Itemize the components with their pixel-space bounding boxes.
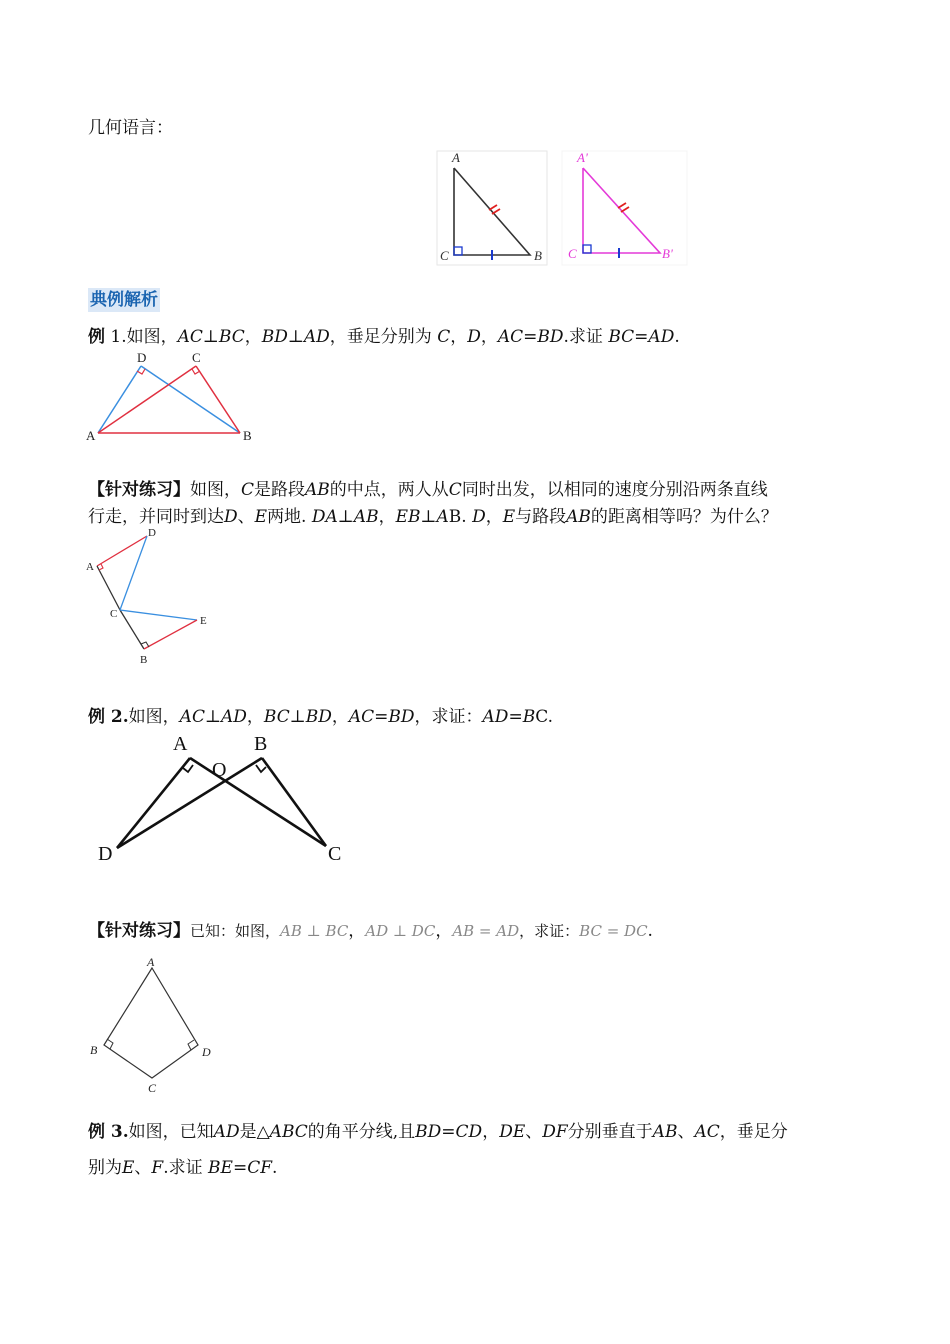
label-c: C [328,843,342,865]
segment-ad [97,536,147,566]
practice-1-line-2: 行走，并同时到达D、E两地. DA⊥AB，EB⊥AB. D，E与路段AB的距离相等吗？为什么？ [88,507,778,527]
tick-ab-right-1 [618,203,626,208]
label-b: B [243,428,252,443]
label-a: A [86,428,96,443]
label-e: E [200,615,207,627]
right-angle-mark-b [256,765,266,772]
segment-be [144,620,197,649]
label-o: O [212,759,227,781]
label-b-left: B [534,248,542,263]
segment-bc [262,758,326,846]
intro-label: 几何语言： [88,118,173,138]
segment-cb [196,366,240,433]
label-a: A [86,561,94,573]
segment-ac [190,758,326,846]
label-b: B [254,733,268,755]
label-c: C [148,1081,157,1095]
practice-2-figure [86,950,226,1104]
label-b: B [140,654,148,666]
label-d: D [98,843,113,865]
label-b: B [90,1043,98,1057]
practice-1-label: 【针对练习】 [88,480,190,500]
segment-cd [120,536,147,610]
label-a: A [173,733,188,755]
label-c: C [110,608,118,620]
example-1-label: 例 [88,327,105,347]
label-d: D [202,1045,211,1059]
segment-cb [120,610,144,649]
label-a-left: A [452,150,460,165]
segment-ad [117,758,190,848]
label-a: A [147,955,155,969]
label-b-right: B' [662,246,673,261]
label-c: C [192,350,201,365]
congruent-triangles-figure [432,146,692,274]
label-c-right: C [568,246,577,261]
example-2-label: 例 2. [88,707,129,727]
segment-ce [120,610,197,620]
segment-ad [98,366,141,433]
label-a-right: A' [577,150,588,165]
practice-1-figure [82,524,222,673]
segment-db [141,366,240,433]
example-2-figure [90,728,360,872]
right-angle-mark-right [583,245,591,253]
segment-ac [97,566,120,610]
section-heading: 典例解析 [90,290,158,310]
practice-2-text: 【针对练习】已知：如图，AB ⊥ BC，AD ⊥ DC，AB = AD，求证：BC = DC. [88,921,653,941]
example-1-text: 例 1.如图，AC⊥BC，BD⊥AD，垂足分别为 C，D，AC=BD.求证 BC=AD. [88,327,680,347]
triangle-right [583,168,660,253]
example-3-line-2: 别为E、F.求证 BE=CF. [88,1158,278,1178]
label-d: D [148,527,156,539]
segment-ac [98,366,196,433]
example-1-figure [82,346,272,450]
label-c-left: C [440,248,449,263]
tick-ab-left-1 [489,205,497,210]
right-angle-mark-left [454,247,462,255]
label-d: D [137,350,147,365]
practice-1-line-1: 【针对练习】如图，C是路段AB的中点，两人从C同时出发，以相同的速度分别沿两条直线 [88,480,768,500]
practice-2-label: 【针对练习】 [88,921,190,941]
segment-db [117,758,262,848]
example-3-line-1: 例 3.如图，已知AD是△ABC的角平分线,且BD=CD，DE、DF分别垂直于AB、AC，垂足分 [88,1122,788,1142]
example-3-label: 例 3. [88,1122,129,1142]
tick-ab-right-2 [621,207,629,212]
triangle-left [454,168,530,255]
tick-ab-left-2 [492,209,500,214]
quadrilateral-abcd [104,968,198,1078]
example-2-text: 例 2.如图，AC⊥AD，BC⊥BD，AC=BD，求证：AD=BC. [88,707,553,727]
